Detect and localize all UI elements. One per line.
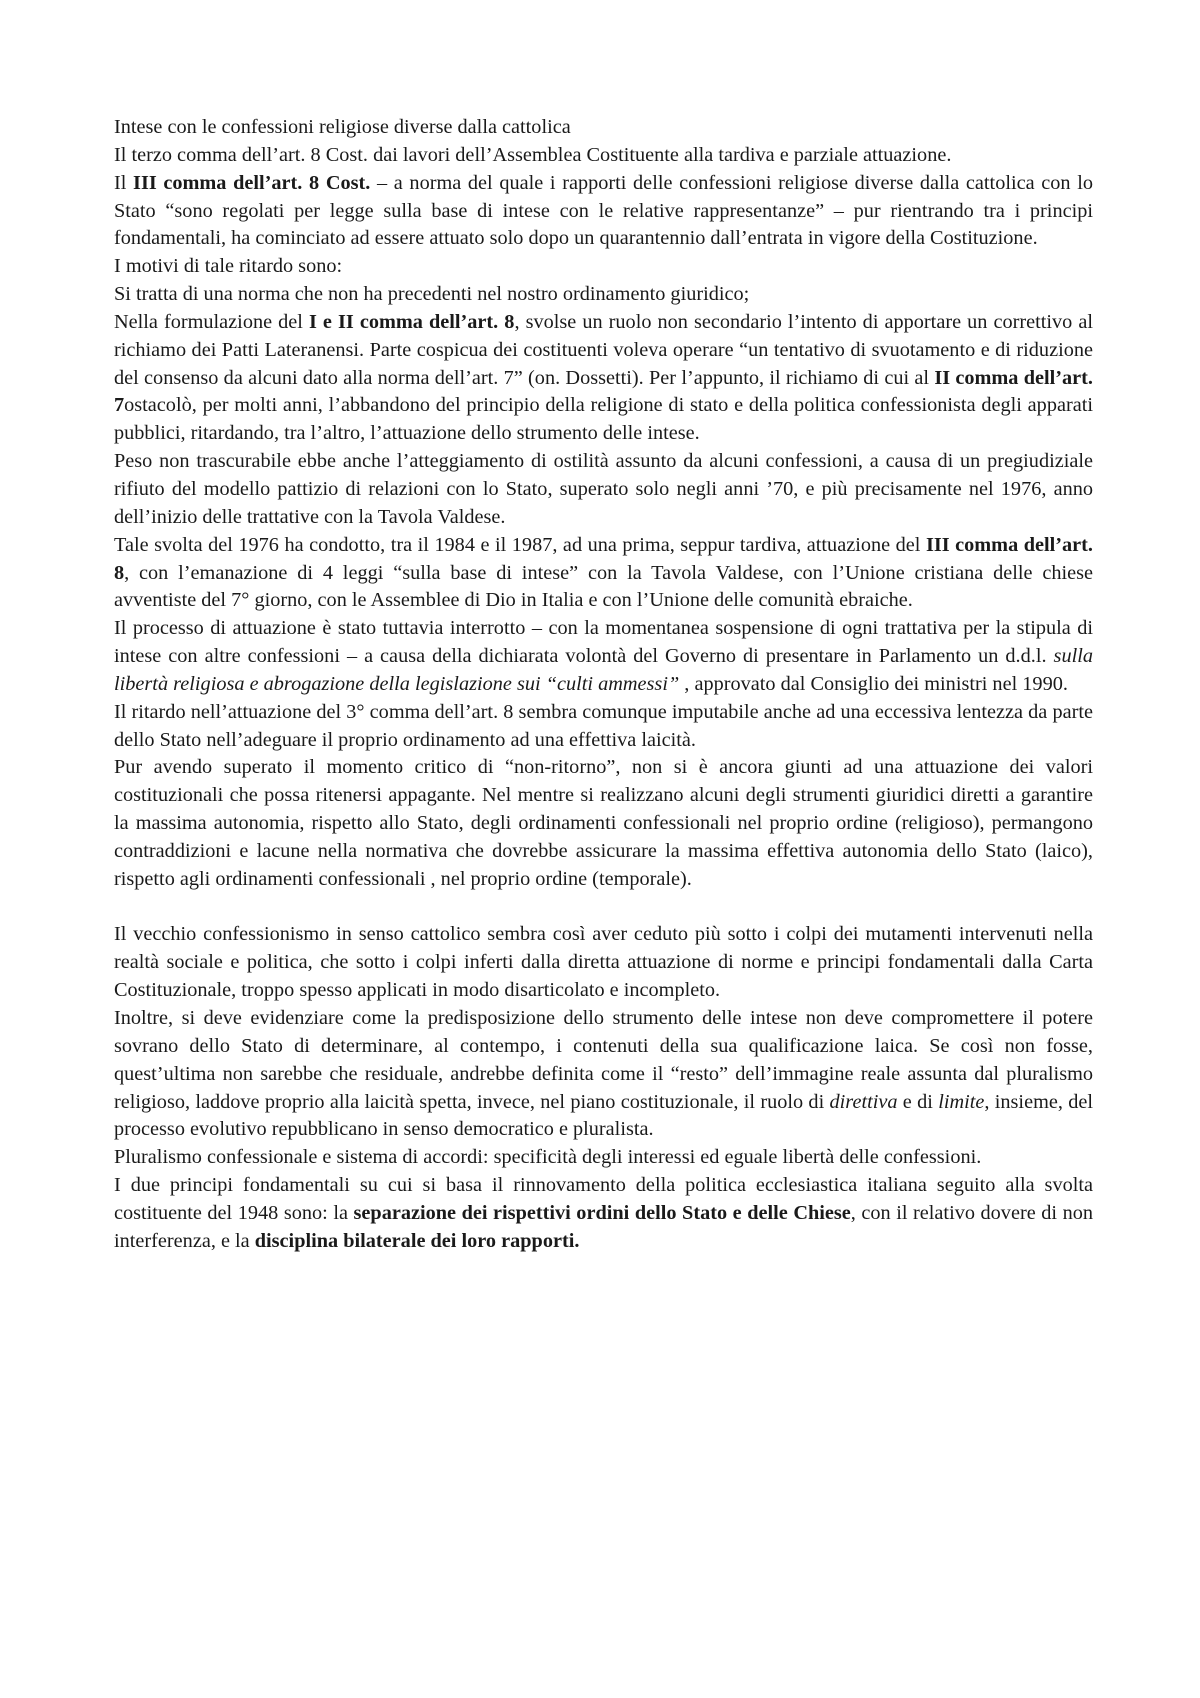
text-run: Tale svolta del 1976 ha condotto, tra il 1984 e il 1987, ad una prima, seppur tardiva, attuazione del <box>114 533 926 556</box>
bold-reference: III comma dell’art. 8 Cost. <box>133 171 371 194</box>
paragraph-9: Pur avendo superato il momento critico di “non-ritorno”, non si è ancora giunti ad una attuazione dei valori costituzionali che possa ritenersi appagante. Nel mentre si realizzano alcuni degli strumenti giuridici diretti a garantire la massima autonomia, rispetto allo Stato, degli ordinamenti confessionali nel proprio ordine (religioso), permangono contraddizioni e lacune nella normativa che dovrebbe assicurare la massima effettiva autonomia dello Stato (laico), rispetto agli ordinamenti confessionali , nel proprio ordine (temporale). <box>114 756 1093 890</box>
paragraph-12: Pluralismo confessionale e sistema di accordi: specificità degli interessi ed eguale libertà delle confessioni. <box>114 1146 982 1169</box>
text-run: Nella formulazione del <box>114 310 309 333</box>
blank-line <box>114 894 1093 922</box>
bold-principle: separazione dei rispettivi ordini dello Stato e delle Chiese <box>353 1201 851 1224</box>
text-run: , con il relativo dovere di non interferenza, e la <box>114 1201 1093 1252</box>
bold-reference: II comma dell’art. 7 <box>114 366 1093 417</box>
paragraph-8: Il ritardo nell’attuazione del 3° comma dell’art. 8 sembra comunque imputabile anche ad una eccessiva lentezza da parte dello Stato nell’adeguare il proprio ordinamento ad una effettiva laicità. <box>114 700 1093 751</box>
text-run: , con l’emanazione di 4 leggi “sulla base di intese” con la Tavola Valdese, con l’Unione cristiana delle chiese avventiste del 7° giorno, con le Assemblee di Dio in Italia e con l’Unione delle comunità ebraiche. <box>114 561 1093 612</box>
document-subtitle: Il terzo comma dell’art. 8 Cost. dai lavori dell’Assemblea Costituente alla tardiva e parziale attuazione. <box>114 143 952 166</box>
paragraph-4 <box>114 309 1093 448</box>
bold-reference: I e II comma dell’art. 8 <box>308 310 515 333</box>
text-run: Inoltre, si deve evidenziare come la predisposizione dello strumento delle intese non deve compromettere il potere sovrano dello Stato di determinare, al contempo, i contenuti della sua qualificazione laica. Se così non fosse, quest’ultima non sarebbe che residuale, andrebbe definita come il “resto” dell’immagine reale assunta dal pluralismo religioso, laddove proprio alla laicità spetta, invece, nel piano costituzionale, il ruolo di <box>114 1007 1093 1113</box>
paragraph-3: Si tratta di una norma che non ha precedenti nel nostro ordinamento giuridico; <box>114 283 750 306</box>
document-page <box>114 114 1093 1256</box>
paragraph-11 <box>114 1005 1093 1144</box>
text-run: – a norma del quale i rapporti delle confessioni religiose diverse dalla cattolica con lo Stato “sono regolati per legge sulla base di intese con le relative rappresentanze” – pur rientrando tra i principi fondamentali, ha cominciato ad essere attuato solo dopo un quarantennio dall’entrata in vigore della Costituzione. <box>114 171 1093 250</box>
text-run: , approvato dal Consiglio dei ministri nel 1990. <box>679 672 1068 695</box>
text-run: , insieme, del processo evolutivo repubblicano in senso democratico e pluralista. <box>114 1090 1094 1141</box>
bold-principle: disciplina bilaterale dei loro rapporti. <box>254 1229 580 1252</box>
text-run: e di <box>897 1090 939 1113</box>
bold-reference: III comma dell’art. 8 <box>114 533 1093 584</box>
italic-term: limite <box>938 1090 985 1113</box>
text-run: , svolse un ruolo non secondario l’intento di apportare un correttivo al richiamo dei Patti Lateranensi. Parte cospicua dei costituenti voleva operare “un tentativo di svuotamento e di riduzione del consenso da alcuni dato alla norma dell’art. 7” (on. Dossetti). Per l’appunto, il richiamo di cui al <box>114 310 1094 389</box>
paragraph-13 <box>114 1172 1093 1256</box>
text-run: I due principi fondamentali su cui si basa il rinnovamento della politica ecclesiastica italiana seguito alla svolta costituente del 1948 sono: la <box>114 1174 1093 1224</box>
paragraph-7 <box>114 615 1093 699</box>
text-run: ostacolò, per molti anni, l’abbandono del principio della religione di stato e della politica confessionista degli apparati pubblici, ritardando, tra l’altro, l’attuazione dello strumento delle intese. <box>114 394 1093 445</box>
paragraph-5: Peso non trascurabile ebbe anche l’atteggiamento di ostilità assunto da alcuni confessioni, a causa di un pregiudiziale rifiuto del modello pattizio di relazioni con lo Stato, superato solo negli anni ’70, e più precisamente nel 1976, anno dell’inizio delle trattative con la Tavola Valdese. <box>114 450 1093 528</box>
text-run: Il <box>114 171 134 194</box>
paragraph-1 <box>114 170 1093 254</box>
paragraph-10: Il vecchio confessionismo in senso cattolico sembra così aver ceduto più sotto i colpi dei mutamenti intervenuti nella realtà sociale e politica, che sotto i colpi inferti dalla diretta attuazione di norme e principi fondamentali dalla Carta Costituzionale, troppo spesso applicati in modo disarticolato e incompleto. <box>114 923 1093 1002</box>
paragraph-6 <box>114 532 1093 616</box>
italic-title: sulla libertà religiosa e abrogazione della legislazione sui “culti ammessi” <box>114 645 1093 695</box>
italic-term: direttiva <box>829 1090 898 1113</box>
paragraph-2: I motivi di tale ritardo sono: <box>114 255 343 278</box>
document-title: Intese con le confessioni religiose diverse dalla cattolica <box>114 116 571 138</box>
text-run: Il processo di attuazione è stato tuttavia interrotto – con la momentanea sospensione di ogni trattativa per la stipula di intese con altre confessioni – a causa della dichiarata volontà del Governo di presentare in Parlamento un d.d.l. <box>114 617 1093 668</box>
